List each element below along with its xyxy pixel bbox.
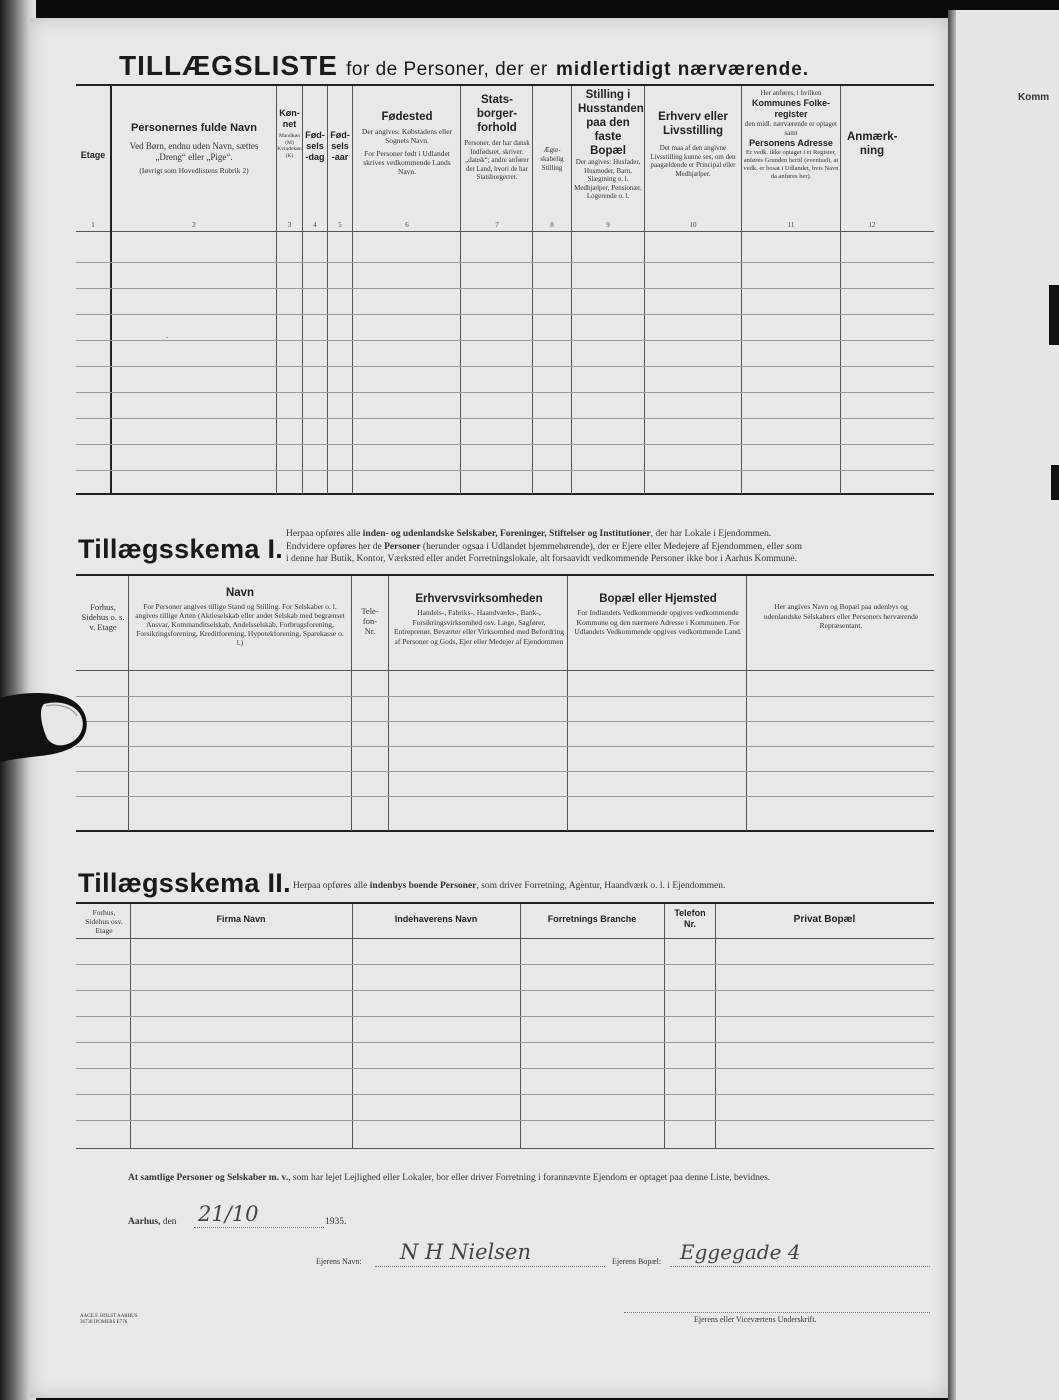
col-number: 8 xyxy=(550,221,554,229)
signature-label: Ejerens eller Viceværtens Underskrift. xyxy=(694,1315,817,1324)
skema1-title: Tillægsskema I. xyxy=(78,534,284,564)
col-kon-header: Køn-net Mandkøn (M) Kvindekøn (K) xyxy=(277,108,302,159)
owner-name-label: Ejerens Navn: xyxy=(316,1257,362,1266)
col-stats-header: Stats-borger-forhold Personer, der har dansk Indfødsret, skriver: „dansk“; andre anfører det Land, hvori de har Statsborgerret. xyxy=(464,94,530,181)
skema1-col-note: Her angives Navn og Bopæl paa udenbys og udenlandske Selskabers eller Personers herværende Repræsentant. xyxy=(763,602,919,630)
adjacent-page-mark xyxy=(1049,285,1059,345)
form-title xyxy=(119,50,809,82)
form-page xyxy=(30,18,948,1398)
col-number: 1 xyxy=(91,221,95,229)
col-anm-header: Anmærk-ning xyxy=(847,131,898,157)
col-number: 5 xyxy=(338,221,342,229)
handwritten-date: 21/10 xyxy=(198,1202,259,1226)
owner-address-line xyxy=(670,1266,930,1267)
col-number: 11 xyxy=(787,221,795,229)
col-number: 2 xyxy=(192,221,196,229)
col-fodselsaar-header: Fød-sels-aar xyxy=(330,130,350,162)
col-kommune-header: Her anføres, i hvilken Kommunes Folke-register den midl. nærværende er optaget samt Personens Adresse Er vedk. ikke optaget i et Register, anføres Grunden hertil (eventuelt, at vedk. er bosat i Udlandet, hvis Navn da anføres her). xyxy=(743,89,839,180)
col-aegte-header: Ægte-skabelig Stilling xyxy=(540,146,564,172)
owner-address-label: Ejerens Bopæl: xyxy=(612,1257,662,1266)
skema2-col-bopael: Privat Bopæl xyxy=(793,914,856,925)
col-number: 4 xyxy=(313,221,317,229)
skema2-col-branche: Forretnings Branche xyxy=(547,914,637,924)
skema2-col-indehaver: Indehaverens Navn xyxy=(394,914,478,924)
footer-city: Aarhus, den xyxy=(128,1217,177,1227)
adjacent-page-text: Komm xyxy=(1018,92,1050,103)
skema2-col-etage: Forhus, Sidehus osv. Etage xyxy=(85,908,123,935)
skema1-col-navn: Navn For Personer angives tillige Stand og Stilling. For Selskaber o. l. angives tillige Arten (Aktieselskab eller andet Selskab med begrænset Ansvar, Kommanditselskab, Andelsselskab, Forbrugsforening, Forsikringsforening, Kreditforening, Hypotekforening, Sparekasse o. l.) xyxy=(135,587,345,647)
skema1-col-erhverv: Erhvervsvirksomheden Handels-, Fabriks-, Haandværks-, Bank-, Forsikringsvirksomhed osv. Læge, Sagfører, Entreprenør, Beværter eller Virksomhed med Befordring af Personer og Gods, Ejer eller Medejer af Ejendommen xyxy=(394,593,564,646)
skema1-col-telefon: Tele-fon-Nr. xyxy=(361,606,379,636)
thumb-holding-page xyxy=(0,690,92,770)
owner-name-line xyxy=(375,1266,605,1267)
page-fold xyxy=(948,10,956,1400)
col-fodested-header: Fødested Der angives: Købstadens eller Sognets Navn. For Personer født i Udlandet skrives vedkommende Lands Navn. xyxy=(361,111,453,176)
col-number: 6 xyxy=(405,221,409,229)
adjacent-page xyxy=(948,10,1059,1400)
col-number: 3 xyxy=(287,221,292,229)
owner-address-handwritten: Eggegade 4 xyxy=(680,1240,801,1264)
col-navn-header: Personernes fulde Navn Ved Børn, endnu uden Navn, sættes „Dreng“ eller „Pige“. (Iøvrigt som Hovedlistens Rubrik 2) xyxy=(129,122,259,175)
skema1-intro: Herpaa opføres alle inden- og udenlandske Selskaber, Foreninger, Stiftelser og Institutioner, der har Lokale i Ejendommen. Endvidere opføres her de Personer (herunder ogsaa i Udlandet hjemmehørende), der er Ejere eller Medejere af Ejendommen, eller som i denne har Butik, Kontor, Værksted eller andet Forretningslokale, alt forsaavidt vedkommende Personer ikke bor i Aarhus Kommune. xyxy=(286,529,802,564)
skema2-intro: Herpaa opføres alle indenbys boende Personer, som driver Forretning, Agentur, Haandværk o. l. i Ejendommen. xyxy=(293,881,726,891)
signature-line xyxy=(624,1312,930,1313)
col-fodselsdag-header: Fød-sels-dag xyxy=(305,130,325,162)
skema2-col-telefon: Telefon Nr. xyxy=(674,908,706,929)
title-bold-tail: midlertidigt nærværende. xyxy=(555,59,810,80)
footer-statement: At samtlige Personer og Selskaber m. v., som har lejet Lejlighed eller Lokaler, bor eller driver Forretning i forannævnte Ejendom er optaget paa denne Liste, bevidnes. xyxy=(128,1173,771,1183)
col-number: 12 xyxy=(868,221,876,229)
col-number: 10 xyxy=(689,221,697,229)
stray-mark: · xyxy=(166,334,169,342)
col-number: 7 xyxy=(495,221,499,229)
title-main: TILLÆGSLISTE xyxy=(119,50,338,81)
adjacent-page-mark xyxy=(1051,465,1059,500)
skema1-col-bopael: Bopæl eller Hjemsted For Indlandets Vedkommende opgives vedkommende Kommune og den nærmere Adresse i Kommunen. For Udlandets Vedkommende opgives vedkommende Land. xyxy=(574,593,742,636)
footer-year: 1935. xyxy=(325,1217,347,1227)
date-line xyxy=(194,1227,324,1228)
col-number: 9 xyxy=(606,221,610,229)
col-erhverv-header: Erhverv eller Livsstilling Det maa af den angivne Livsstilling kunne ses, om den paagældende er Principal eller Medhjælper. xyxy=(650,111,736,178)
title-rest: for de Personer, der er xyxy=(346,59,548,80)
skema1-col-etage: Forhus, Sidehus o. s. v. Etage xyxy=(81,602,125,632)
owner-name-handwritten: N H Nielsen xyxy=(400,1240,532,1264)
col-etage-header: Etage xyxy=(80,150,106,160)
skema2-title: Tillægsskema II. xyxy=(78,868,291,898)
printer-mark: AAGE F. HOLST AARHUS 36738 IPOMERS E776 xyxy=(80,1314,138,1325)
col-stilling-header: Stilling i Husstanden paa den faste Bopæl Der angives: Husfader, Husmoder, Barn, Slægtning o. l. Medhjælper, Pensionær, Logerende o. l. xyxy=(574,89,644,200)
skema2-col-firma: Firma Navn xyxy=(216,914,266,924)
